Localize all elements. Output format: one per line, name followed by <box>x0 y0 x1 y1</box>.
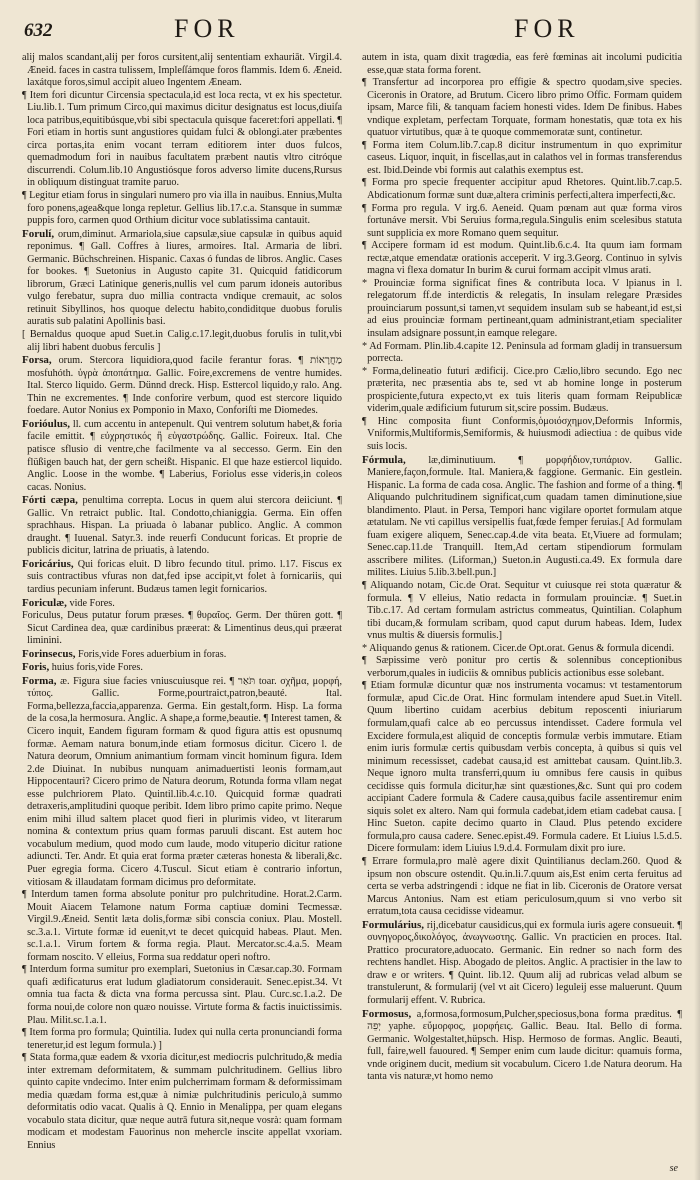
entry-text: ¶ Forma pro regula. V irg.6. Aeneid. Quam pœnam aut quæ forma viros fortunáve mersit. Vbi Seruius forma,regula.Singulis enim scelesibus statuta sunt supplicia ex more Romano quem sequitur. <box>362 202 682 239</box>
entry-text: ¶ Interdum forma sumitur pro exemplari, Suetonius in Cæsar.cap.30. Formam quafi ædificaturus erat ludum gladiatorum considerauit. Senec.epist.34. Vt omnia tua facta & dicta vna forma percussa sint. Plau. Curc.sc.1.a.2. De forma noui,de colore non quæo nouisse. Virtute forma & factis inuictissimis. Plau. Milit.sc.1.a.1. <box>22 964 342 1026</box>
entry-text: ¶ Hinc composita fiunt Conformis,ὁμοιόσχημον,Deformis Informis, Vniformis,Multiformis,Semiformis, & huiusmodi adiectiua : de quibus vide suis locis. <box>362 415 682 452</box>
dictionary-entry <box>22 354 342 418</box>
page-number: 632 <box>24 20 53 41</box>
entry-text: ¶ Item fori dicuntur Circensia spectacula,id est loca recta, vt ex his spectetur. Liu.lib.1. Tum primum Circo,qui maximus dicitur designatus est locus,diuiſa loca patribus,equitibúsque,vbi sibi spectacula quisque faceret:fori appellati. ¶ Fori etiam in hortis sunt angustiores quidam fulci & oblongi.ater præbentes circa portas,ita enim vocant terram editiorem inter duos fulcos, quemadmodum fori in nauibus facultatem præbent nautis vltro citróque discurrendi. Colum.lib.10 Angustiósque foros adverso limite ducens,Rursus in obliquum distinguat tramite paruo. <box>22 89 342 189</box>
dictionary-entry <box>22 1027 342 1052</box>
dictionary-entry <box>362 580 682 643</box>
page-header <box>24 14 676 44</box>
headword: Formulárius, <box>362 918 425 931</box>
running-head-right: FOR <box>514 14 580 43</box>
headword: Forulí, <box>22 227 55 240</box>
dictionary-entry <box>22 90 342 190</box>
left-column <box>22 52 342 1167</box>
running-head-left: FOR <box>174 14 240 43</box>
dictionary-entry <box>362 856 682 919</box>
entry-text: ¶ Etiam formulæ dicuntur quæ nos instrumenta vocamus: vt testamentorum formulæ, apud Cic.de Orat. Hinc formulam intendere apud Suet.in Vitell. Quum libertino cuidam acerbius debitum reposcenti iniuriarum formulam,quafi calce ab eo percussus intendisset. Cadere formula vel Excidere formula,est aliquid de conceptis formulæ verbis immutare. Etiam enim iuris formulæ certis quibusdam verbis concepta, à quibus si quis vel minimum recessisset, cadebat causa,id est amittebat causam. Quint.lib.3. Neque ignoro multa transferri,quum iu omnibus fere causis in quibus cecidisse quis formula dicitur,hæ sint quæstiones,&c. Sunt qui pro codem accipiant Cadere formula & Cadere causa,quibus facile assentiremur enim siquis solet ex altero. Nam qui formula cadebat,idem etiam cadebat causa. [ Hinc Sueton. capite decimo quarto in Claud. Plus petendo excidere formula,pro causa cadere. Senec.epist.49. Formula cadere. Et Liuius l.5.d.5. Dicere formulam: idem Liuius l.9.d.4. Formulam dixit pro iure. <box>362 680 682 855</box>
entry-text: ¶ Interdum tamen forma absolute ponitur pro pulchritudine. Horat.2.Carm. Mouit Aiacem Telamone natum Forma captiuæ domini Tecmessæ. Virgil.9.Æneid. Sentit læta dolis,formæ sibi conscia coniux. Plau. Mostell. sc.3.a.1. Virtute formæ id euenit,vt te decet quicquid habeas. Plaut. Men. sc.1.a.1. Virum fortem & forma regia. Plaut. Mercator.sc.4.a.5. Meam formam noscito. V elleius, Forma sua reddatur operi noftro. <box>22 889 342 963</box>
dictionary-entry <box>362 278 682 341</box>
dictionary-entry <box>22 329 342 354</box>
entry-text: vide Fores. <box>69 597 115 609</box>
headword: Fórti cæpa, <box>22 494 78 507</box>
headword: Forinsecus, <box>22 647 76 660</box>
entry-text: penultima correpta. Locus in quem alui stercora deiiciunt. ¶ Gallic. Vn retraict public. Ital. Condotto,chianiggia. Germa. Ein offen sprachhaus. Hispan. La priuada ò labanar publico. Anglic. A common draught. ¶ Iuuenal. Satyr.3. inde reuerfi Conducunt foricas. Et proprie de publicis dicitur, latrina de priuatis, à latendo. <box>27 495 342 557</box>
entry-text: ¶ Accipere formam id est modum. Quint.lib.6.c.4. Ita quum iam formam rectæ,atque emendatæ orationis acceperit. V irg.3.Georg. Continuo in sylvis magna vi flexa domatur In burim & curui formam accipit vlmus arati. <box>362 240 682 277</box>
dictionary-entry <box>22 597 342 611</box>
dictionary-entry <box>362 919 682 1008</box>
headword: Foris, <box>22 661 50 674</box>
entry-text: Qui foricas eluit. D libro fecundo titul. primo. l.17. Fiscus ex suis contractibus vfuras non dat,fed ipse accipit,vt folet à fornicariis, qui tardius pecuniam inferunt. Budæus tamen legit fornicarios. <box>27 558 342 595</box>
entry-text: orum,diminut. Armariola,siue capsulæ,siue capsulæ in quibus aquid reponimus. ¶ Gall. Coffres à liures, armoires. Ital. Armaria de libri. Germanic. Büchschreinen. Hispanic. Caxas ó fundas de libros. Anglic. Cases for bookes. ¶ Suetonius in Augusto capite 31. Quicquid fatidicorum librorum, Græci Latinique generis,nullis vel cum parum idoneis autoribus vulgo ferebatur, supra duo millia contracta vndique cremauit, ac solos retinuit Sibyllinos, hos quoque delectu habito,condiditque duobus forulis auratis sub palatini Apollinis basi. <box>27 228 342 328</box>
headword: Forsa, <box>22 354 52 367</box>
entry-text: læ,diminutiuum. ¶ μορφήδιον,τυπάριον. Gallic. Maniere,façon,formule. Ital. Maniera,& faggione. Germanic. Ein gestlein. Hispanic. La forma de cada cosa. Anglic. The fashion and forme of a thing. ¶ Aliquando pulchritudinem significat,cum quadam tamen diminutione,siue blandimento. Plaut. in Persa, Tempori hanc vigilare oportet formulam atque ætatulam. Ne vti capillus versipellis fuat,fœde femper feruias.[ Ad formulam fuam exigere aliquem, Senec.cap.4.de vita beata. Et,Viuere ad formulam; Senec.cap.11.de Tranquill. Item,Ad certam stipendiorum formulam asscribere milites. (Liforman,) Sueton.in Augusti.ca.49. Ex formula dare milites. Liuius 5.lib.3.bell.pun.] <box>367 454 682 579</box>
dictionary-entry <box>362 680 682 856</box>
dictionary-entry <box>22 675 342 889</box>
entry-text: ¶ Legitur etiam forus in singulari numero pro via illa in nauibus. Ennius,Multa foro ponens,agea&que longa repletur. Gellius lib.17.c.a. Stansque in summæ puppis foro, carmen quod Orthium dicitur voce sublatissima cantauit. <box>22 190 342 227</box>
entry-text: ¶ Aliquando notam, Cic.de Orat. Sequitur vt cuiusque rei stota quæratur & formula. ¶ V elleius, Natio redacta in formulam prouinciæ. ¶ Suet.in Tib.c.17. Ad certam formulam astrictus commeatus, Quintilian. Colaphum tibi ducam,& formulam scribam, quod caput durum habeas. Idem, Iudex vnus multis & diuersis formulis.] <box>362 579 682 642</box>
right-column <box>362 52 682 1167</box>
entry-text: * Ad Formam. Plin.lib.4.capite 12. Peninsula ad formam gladij in transuersum porrecta. <box>362 340 682 365</box>
headword: Formosus, <box>362 1007 412 1020</box>
entry-text: huius foris,vide Fores. <box>51 662 143 674</box>
dictionary-entry <box>22 648 342 662</box>
dictionary-entry <box>22 494 342 558</box>
dictionary-entry <box>362 643 682 656</box>
dictionary-entry <box>362 203 682 241</box>
catchword: se <box>669 1163 678 1174</box>
dictionary-entry <box>362 240 682 278</box>
entry-text: ¶ Transfertur ad incorporea pro effigie & spectro quodam,sive species. Ciceronis in Oratore, ad Brutum. Cicero libro primo Offic. Formam quidem ipsam, Marce fili, & tanquam faciem honesti vides. Idem De finibus. Habes vndique expletam, perfectam Torquate, formam honestatis, quæ tota ex his quatuor virtutibus, quæ à te quoque commemoratæ sunt, continetur. <box>362 77 682 139</box>
entry-text: a,formosa,formosum,Pulcher,speciosus,bona forma præditus. ¶ יְפֵה yaphe. εὔμορφος, μορφήεις. Gallic. Beau. Ital. Bello di forma. Germanic. Wolgestaltet,hüpsch. Hisp. Hermoso de formas. Anglic. Beauti, full, faire,well fauoured. ¶ Semper enim cum laude dicitur: quamuis forma, vnde originem ducit, medium sit vocabulum. Cicero 1.de Natura deorum. Ha tanta vis naturæ,vt homo nemo <box>367 1008 682 1083</box>
headword: Fórmula, <box>362 453 406 466</box>
dictionary-entry <box>22 558 342 597</box>
dictionary-entry <box>362 366 682 416</box>
dictionary-entry <box>22 190 342 228</box>
headword: Foricárius, <box>22 557 74 570</box>
headword: Forma, <box>22 674 57 687</box>
entry-text: autem in ista, quam dixit tragœdia, eas ferè fœminas ait incolumi pudicitia esse,quæ stata forma forent. <box>362 52 682 76</box>
entry-text: Foris,vide Fores aduerbium in foras. <box>78 648 227 660</box>
page-edge-shadow <box>694 0 700 1180</box>
entry-text: [ Bernaldus quoque apud Suet.in Calig.c.17.legit,duobus forulis in tulit,vbi alij libri habent duobus ferculis ] <box>22 329 342 353</box>
dictionary-entry <box>22 52 342 90</box>
entry-text: ¶ Forma item Colum.lib.7.cap.8 dicitur instrumentum in quo exprimitur caseus. Liquor, inquit, in fiscellas,aut in calathos vel in formas transferendus est. Ibid.Deinde vbi formis aut calathis exemptus est. <box>362 139 682 176</box>
dictionary-entry <box>362 655 682 680</box>
dictionary-entry <box>362 416 682 454</box>
entry-text: * Forma,delineatio futuri ædificij. Cice.pro Cælio,libro secundo. Ego nec præterita, nec præsentia abs te, sed vt ab homine longe in posterum prospiciente,futura expecto,vt ex tuis literis quam formam Reipublicæ viderim,quale ædificium futurum sit,scire possim. Budæus. <box>362 365 682 415</box>
dictionary-entry <box>22 1052 342 1152</box>
dictionary-entry <box>22 610 342 648</box>
dictionary-entry <box>22 661 342 675</box>
entry-text: ¶ Forma pro specie frequenter accipitur apud Rhetores. Quint.lib.7.cap.5. Abdicationum formæ sunt duæ,altera criminis perfecti,altera imperfecti,&c. <box>362 177 682 202</box>
entry-text: ll. cum accentu in antepenult. Qui ventrem solutum habet,& foria facile emittit. ¶ εὐχρηστικός ἢ εὐγαστρώδης. Gallic. Foireux. Ital. Che patisce sflusio di ventre,che facilmente va al seccesso. Germ. Ein den flüßigen bauch hat, der gern scheißt. Hispanic. El que haze estiercol liquido. Anglic. Loose in the wombe. ¶ Laberius, Foriolus esse videris,in coleos cacas. Nonius. <box>27 418 342 493</box>
entry-text: ¶ Errare formula,pro malè agere dixit Quintilianus declam.260. Quod & ipsum non obscure ostendit. Qu.in.li.7.quum ais,Est enim certa feruitus ad certa se verba adstringendi : idque ne fiat in lib. Ciceronis de Oratore versat Marcus Antonius. Nam est etiam periculosum,quum si vno verbo sit erratum,tota causa cecidisse videamur. <box>362 856 682 918</box>
dictionary-entry <box>362 52 682 77</box>
entry-text: orum. Stercora liquidiora,quod facile ferantur foras. ¶ מַחֲרָאוֹת mosfuhóth. ὑγρὰ ἀποπάτημα. Gallic. Foire,excremens de ventre humides. Ital. Sterco liquido. Germ. Dünnd dreck. Hisp. Esttercol liquido,y ralo. Ang. Thin ne excrementes. ¶ Inde conforire verbum, quod est stercore liquido foedare. Autor Nonius ex Pomponio in Maxo, Conforiſti me Diomedes. <box>27 355 342 417</box>
headword: Forióulus, <box>22 417 70 430</box>
entry-text: * Prouinciæ forma significat fines & contributa loca. V lpianus in l. relegatorum ff.de interdictis & relegatis, In insulam relegare Præsides prouinciarum possunt,si tamen,vt sequidem insulam sub se habeant,id est,si ad eius prouinciæ formam pertineant,quam administrant,etiam specialiter insulam adsignare possunt,in eamque relegare. <box>362 277 682 340</box>
entry-text: alij malos scandant,alij per foros cursitent,alij sententiam exhauriāt. Virgil.4. Æneid. faces in castra tulissem, Impleſſámque foros flammis. Idem 6. Æneid. laxátque foros,simul accipit alueo Ingentem Æneam. <box>22 52 342 89</box>
dictionary-entry <box>362 77 682 140</box>
dictionary-entry <box>362 454 682 580</box>
dictionary-entry <box>22 889 342 964</box>
entry-text: æ. Figura siue facies vniuscuiusque rei. ¶ תֹּאַר toar. σχῆμα, μορφή, τύπος. Gallic. Forme,pourtraict,patron,beauté. Ital. Forma,bellezza,faccia,apparenza. Germa. Ein gestalt,form. Hisp. La forma de la cosa,la hermosura. Anglic. A shape,a forme,beautie. ¶ Interest tamen, & Cicero inquit, Eandem figuram formam & quod figura attis est opusnumq formæ. Aemam natura bonum,inde etiam formosus dicitur. Cicero l. de Natura deorum, Omnium animantium formam vincit hominum figura. Idem 2.de Diuinat. In nubibus nunquam animaduertisti leonis formam,aut Hippocentauri? Cicero primo de Natura deorum, Rotunda forma vllam negat esse pulchriorem Plato. Quintil.lib.4.c.10. Quicquid formæ quadrati detraxeris,amplitudini quoque peribit. Idem libro primo capite primo. Neque enim mihi illud saltem placet quod fieri in plurimis video, vt literarum nomina & contextum prius quam formas paruuli discant. Est autem hoc vocabulum medium, quod modo cum laude, modo vituperio dicitur ratione adiuncti. Ter. Andr. Et quia erat forma præter cæteras honesta & liberali,&c. Puer egregia forma. Cicero 4.Tuscul. Sicut etiam è contrario infortun, vitiosam & illaudatam formam dicimus pro deformitate. <box>27 675 342 888</box>
entry-text: ¶ Item forma pro formula; Quintilia. Iudex qui nulla certa pronunciandi forma teneretur,id est legum formula.) ] <box>22 1027 342 1051</box>
entry-text: * Aliquando genus & rationem. Cicer.de Opt.orat. Genus & formula dicendi. <box>362 642 675 654</box>
dictionary-entry <box>22 228 342 329</box>
dictionary-entry <box>22 964 342 1027</box>
dictionary-entry <box>22 418 342 494</box>
entry-text: ¶ Stata forma,quæ eadem & vxoria dicitur,est mediocris pulchritudo,& media inter extremam deformitatem, & summam pulchritudinem. Gellius libro quinto capite vndecimo. Inter enim pulcherrimam formam & deformissimam media quædam forma est,quæ à nimiæ pulchritudinis periculo,à summo deformitatis odio vacat. Qualis à Q. Ennio in Menalippa, per quam elegans vocabulo stata dicitur, quæ neque autrā futura sit,neque vosrà: quam formam modicam et modestam Fauorinus non mehercle inscite appellat vxoriam. Ennius <box>22 1052 342 1152</box>
headword: Foriculæ, <box>22 596 67 609</box>
dictionary-entry <box>362 1008 682 1084</box>
dictionary-entry <box>362 341 682 366</box>
entry-text: rij,dicebatur causidicus,qui ex formula iuris agere consueuit. ¶ συνηγορος,δικολόγος, ἀνωγνωστης. Gallic. Vn practicien en proces. Ital. Prattico procuratore,aduocato. Germanic. Ein redner so nach form des rechtens handlet. Hisp. Abogado de pleitos. Anglic. A practisier in the law to draw e or writers. ¶ Quint. lib.12. Quum alij ad rubricas velad album se transtulerunt, & formularij (vel vt ait Cicero) leguleij esse maluerunt. Quum formularij effent. V. Rubrica. <box>367 919 682 1007</box>
entry-text: ¶ Sæpissime verò ponitur pro certis & solennibus conceptionibus verborum,quales in iudiciis & omnibus publicis actionibus esse solebant. <box>362 655 682 679</box>
dictionary-entry <box>362 177 682 202</box>
entry-text: Foriculus, Deus putatur forum præses. ¶ θυραῖος. Germ. Der thüren gott. ¶ Sicut Cardinea dea, quæ cardinibus præerat: & Limentinus deus,qui præerat liminini. <box>22 610 342 647</box>
dictionary-entry <box>362 140 682 178</box>
